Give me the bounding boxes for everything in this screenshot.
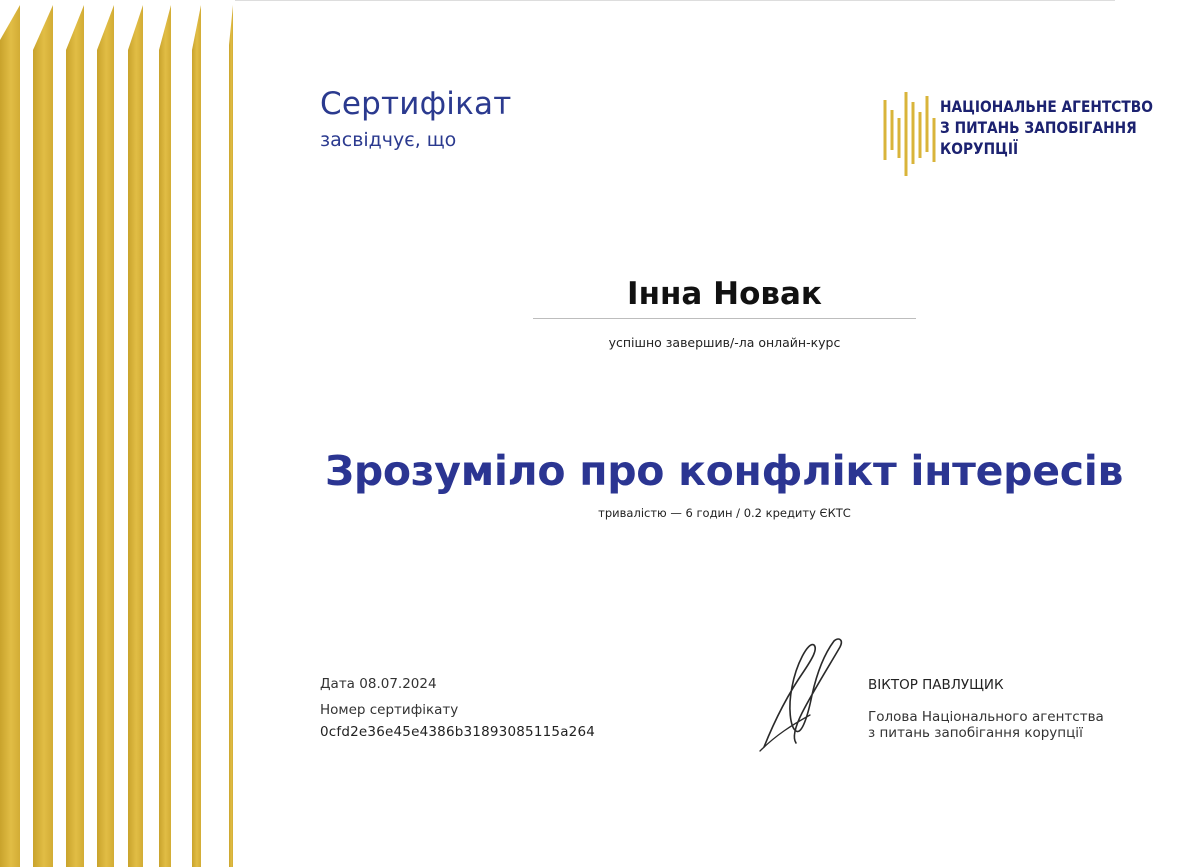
agency-name-line-1: НАЦІОНАЛЬНЕ АГЕНТСТВО bbox=[940, 97, 1153, 116]
decorative-gold-stripes bbox=[0, 0, 240, 867]
certificate-date bbox=[320, 676, 437, 692]
certificate-heading: Сертифікат bbox=[320, 86, 512, 122]
certificate-number: 0cfd2e36e45e4386b31893085115a264 bbox=[320, 724, 596, 740]
certificate-subheading: засвідчує, що bbox=[320, 129, 457, 151]
name-underline bbox=[533, 318, 916, 319]
date-label: Дата bbox=[320, 676, 355, 692]
signature-image bbox=[752, 635, 852, 755]
signatory-title-line-2: з питань запобігання корупції bbox=[868, 725, 1083, 741]
certificate-number-label: Номер сертифікату bbox=[320, 702, 459, 718]
course-title: Зрозуміло про конфлікт інтересів bbox=[325, 447, 1124, 495]
date-value: 08.07.2024 bbox=[359, 676, 437, 692]
course-duration: тривалістю — 6 годин / 0.2 кредиту ЄКТС bbox=[598, 506, 851, 520]
signatory-title-line-1: Голова Національного агентства bbox=[868, 709, 1104, 725]
course-title-container bbox=[325, 440, 1124, 502]
agency-name bbox=[940, 96, 1153, 159]
signatory-title bbox=[868, 709, 1104, 741]
completion-text: успішно завершив/-ла онлайн-курс bbox=[608, 335, 841, 350]
agency-name-line-3: КОРУПЦІЇ bbox=[940, 139, 1019, 158]
top-border-line bbox=[235, 0, 1115, 1]
signatory-name: ВІКТОР ПАВЛУЩИК bbox=[868, 677, 1004, 693]
agency-name-line-2: З ПИТАНЬ ЗАПОБІГАННЯ bbox=[940, 118, 1137, 137]
nazk-logo-icon bbox=[880, 88, 940, 178]
recipient-name: Інна Новак bbox=[627, 276, 822, 312]
